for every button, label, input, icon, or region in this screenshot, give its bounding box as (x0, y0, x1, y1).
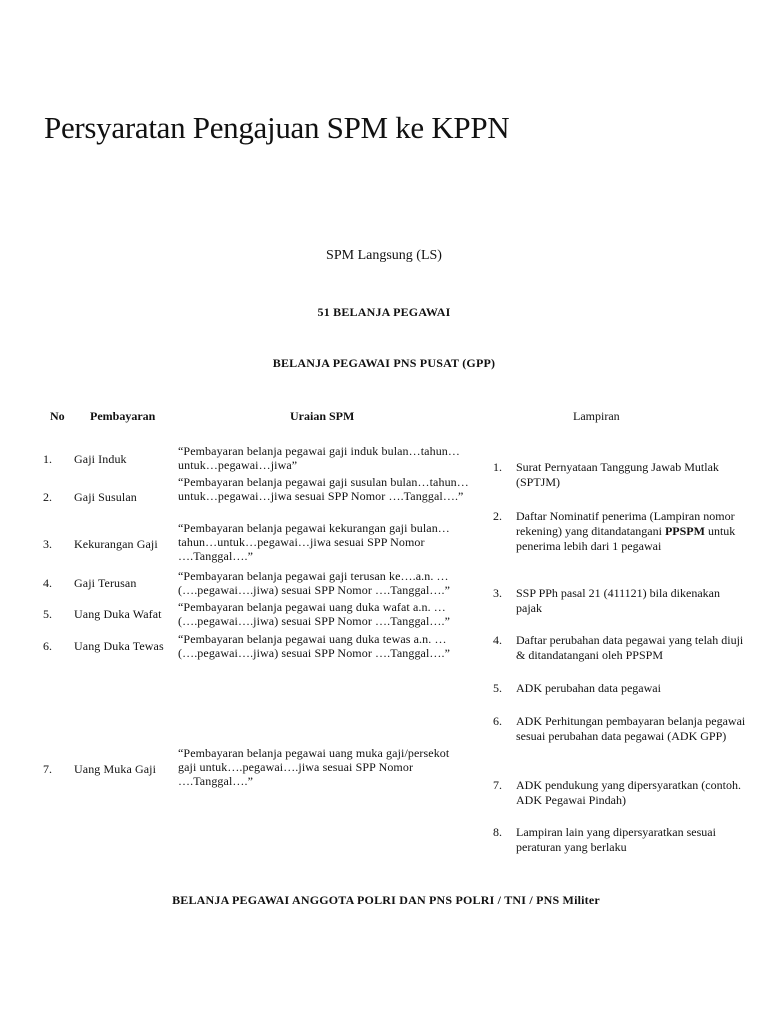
row-pembayaran: Gaji Susulan (74, 490, 137, 504)
lampiran-item (0, 633, 768, 665)
row-pembayaran: Gaji Terusan (74, 576, 137, 590)
row-pembayaran: Uang Duka Tewas (74, 639, 164, 653)
row-number: 2. (43, 490, 52, 504)
lampiran-number: 4. (493, 633, 502, 647)
row-uraian: “Pembayaran belanja pegawai uang duka tewas a.n. …(….pegawai….jiwa) sesuai SPP Nomor ….Tanggal….” (178, 632, 451, 660)
lampiran-number: 8. (493, 825, 502, 839)
row-number: 3. (43, 537, 52, 551)
column-header-pembayaran: Pembayaran (90, 409, 156, 423)
row-uraian: “Pembayaran belanja pegawai uang muka gaji/persekot gaji untuk….pegawai….jiwa sesuai SPP Nomor ….Tanggal….” (178, 746, 450, 788)
row-pembayaran: Kekurangan Gaji (74, 537, 158, 551)
row-number: 1. (43, 452, 52, 466)
lampiran-number: 2. (493, 509, 502, 523)
subtitle: SPM Langsung (LS) (326, 248, 442, 263)
row-number: 6. (43, 639, 52, 653)
section-heading-belanja-pegawai: 51 BELANJA PEGAWAI (317, 305, 451, 319)
lampiran-item (0, 778, 768, 810)
column-header-uraian: Uraian SPM (290, 409, 355, 423)
row-number: 4. (43, 576, 52, 590)
column-header-lampiran: Lampiran (573, 409, 620, 423)
lampiran-number: 7. (493, 778, 502, 792)
lampiran-text-part: Daftar Nominatif penerima (Lampiran nomor rekening) yang ditandatangani (516, 509, 735, 538)
lampiran-number: 3. (493, 586, 502, 600)
lampiran-text: ADK pendukung yang dipersyaratkan (contoh. ADK Pegawai Pindah) (516, 778, 741, 807)
row-uraian: “Pembayaran belanja pegawai gaji susulan bulan…tahun…untuk…pegawai…jiwa sesuai SPP Nomor ….Tanggal….” (178, 475, 469, 503)
section-heading-polri-tni: BELANJA PEGAWAI ANGGOTA POLRI DAN PNS POLRI / TNI / PNS Militer (172, 893, 600, 907)
row-number: 5. (43, 607, 52, 621)
lampiran-text-bold: PPSPM (664, 524, 705, 538)
lampiran-text: ADK Perhitungan pembayaran belanja pegawai sesuai perubahan data pegawai (ADK GPP) (516, 714, 746, 743)
row-uraian: “Pembayaran belanja pegawai uang duka wafat a.n. …(….pegawai….jiwa) sesuai SPP Nomor ….Tanggal….” (178, 600, 451, 628)
lampiran-text: Lampiran lain yang dipersyaratkan sesuai peraturan yang berlaku (516, 825, 716, 854)
row-uraian: “Pembayaran belanja pegawai gaji induk bulan…tahun…untuk…pegawai…jiwa” (178, 444, 461, 472)
lampiran-text: SSP PPh pasal 21 (411121) bila dikenakan pajak (516, 586, 720, 615)
lampiran-item (0, 509, 768, 569)
lampiran-item (0, 714, 768, 762)
lampiran-text (516, 509, 748, 554)
lampiran-text-part: untuk penerima lebih dari 1 pegawai (516, 524, 736, 553)
row-pembayaran: Gaji Induk (74, 452, 127, 466)
lampiran-item (0, 586, 768, 618)
row-uraian: “Pembayaran belanja pegawai gaji terusan ke….a.n. …(….pegawai….jiwa) sesuai SPP Nomor ….Tanggal….” (178, 569, 451, 597)
lampiran-item (0, 681, 768, 699)
page-title: Persyaratan Pengajuan SPM ke KPPN (44, 110, 510, 145)
lampiran-item (0, 460, 768, 492)
lampiran-text: Daftar perubahan data pegawai yang telah diuji & ditandatangani oleh PPSPM (516, 633, 744, 662)
lampiran-number: 5. (493, 681, 502, 695)
section-heading-pns-pusat: BELANJA PEGAWAI PNS PUSAT (GPP) (272, 356, 496, 370)
row-pembayaran: Uang Duka Wafat (74, 607, 162, 621)
lampiran-item (0, 825, 768, 857)
lampiran-number: 6. (493, 714, 502, 728)
row-pembayaran: Uang Muka Gaji (74, 762, 157, 776)
column-header-no: No (50, 409, 65, 423)
lampiran-text: Surat Pernyataan Tanggung Jawab Mutlak (SPTJM) (516, 460, 719, 489)
lampiran-number: 1. (493, 460, 502, 474)
row-number: 7. (43, 762, 52, 776)
row-uraian: “Pembayaran belanja pegawai kekurangan gaji bulan…tahun…untuk…pegawai…jiwa sesuai SPP Nomor ….Tanggal….” (178, 521, 450, 563)
lampiran-text: ADK perubahan data pegawai (516, 681, 661, 695)
